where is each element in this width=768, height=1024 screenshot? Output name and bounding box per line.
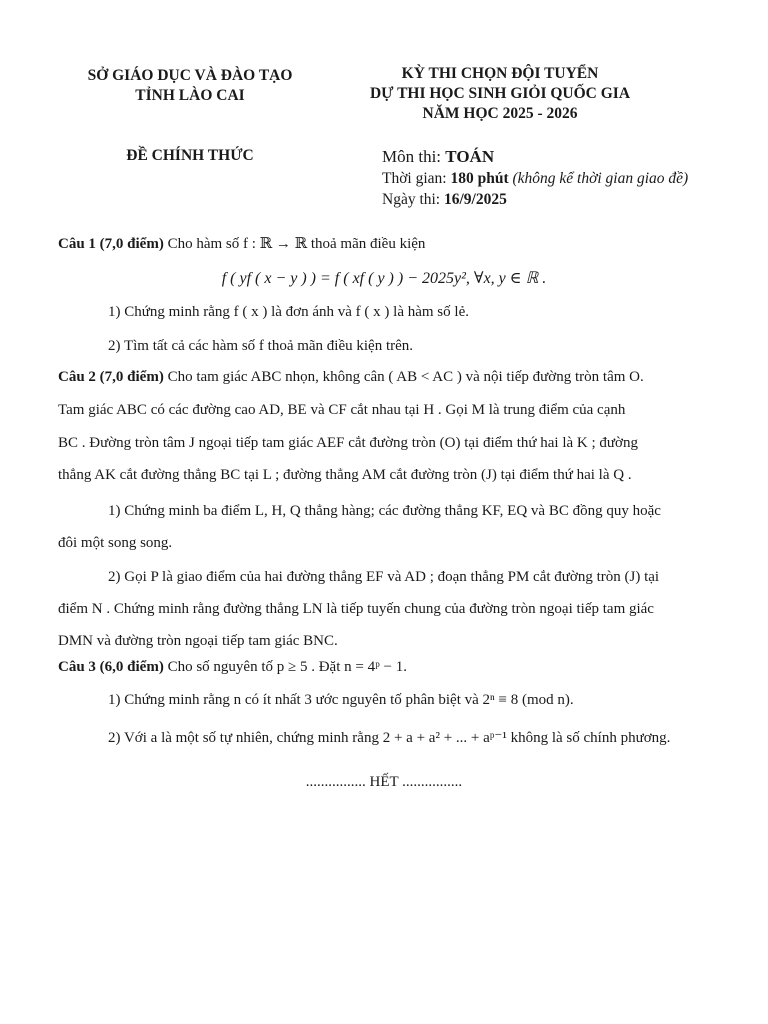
exam-meta	[382, 146, 688, 210]
q3-intro-text: Cho số nguyên tố p ≥ 5 . Đặt n = 4ᵖ − 1.	[163, 659, 407, 675]
subject-label: Môn thi:	[382, 147, 446, 166]
date-label: Ngày thi:	[382, 191, 444, 208]
time-label: Thời gian:	[382, 170, 451, 187]
q3-title: Câu 3 (6,0 điểm)	[58, 659, 164, 675]
time-row	[382, 168, 688, 189]
date-value: 16/9/2025	[444, 191, 507, 208]
q2-line-2: Tam giác ABC có các đường cao AD, BE và CF cắt nhau tại H . Gọi M là trung điểm của cạnh	[58, 402, 626, 418]
q2-line-1-text: Cho tam giác ABC nhọn, không cân ( AB < AC ) và nội tiếp đường tròn tâm O.	[163, 369, 644, 385]
subject-row	[382, 146, 688, 168]
q2-part-1a: 1) Chứng minh ba điểm L, H, Q thẳng hàng; các đường thẳng KF, EQ và BC đồng quy hoặc	[108, 503, 661, 519]
time-value: 180 phút	[450, 170, 509, 187]
q2-part-2c: DMN và đường tròn ngoại tiếp tam giác BNC.	[58, 633, 338, 649]
exam-line-1: KỲ THI CHỌN ĐỘI TUYỂN	[401, 65, 599, 82]
q2-part-2b: điểm N . Chứng minh rằng đường thẳng LN là tiếp tuyến chung của đường tròn ngoại tiếp tam giác	[58, 601, 654, 617]
official-label: ĐỀ CHÍNH THỨC	[126, 147, 254, 164]
org-line-2: TỈNH LÀO CAI	[135, 87, 245, 104]
q2-part-2a: 2) Gọi P là giao điểm của hai đường thẳng EF và AD ; đoạn thẳng PM cắt đường tròn (J) tại	[108, 569, 660, 585]
date-row	[382, 189, 688, 210]
q1-intro	[58, 234, 718, 253]
q2-title: Câu 2 (7,0 điểm)	[58, 369, 164, 385]
org-line-1: SỞ GIÁO DỤC VÀ ĐÀO TẠO	[87, 67, 293, 84]
exam-header	[340, 64, 660, 124]
end-marker: ................ HẾT ................	[305, 774, 463, 790]
q3-intro	[58, 659, 718, 676]
q1-intro-text: Cho hàm số f : ℝ → ℝ thoả mãn điều kiện	[163, 236, 426, 252]
q1-formula: f ( yf ( x − y ) ) = f ( xf ( y ) ) − 2025y², ∀x, y ∈ ℝ .	[221, 270, 547, 287]
subject-value: TOÁN	[445, 147, 495, 166]
q1-part-1: 1) Chứng minh rằng f ( x ) là đơn ánh và f ( x ) là hàm số lẻ.	[108, 304, 469, 320]
q2-part-1b: đôi một song song.	[58, 535, 173, 551]
exam-line-3: NĂM HỌC 2025 - 2026	[422, 105, 578, 122]
q1-title: Câu 1 (7,0 điểm)	[58, 236, 164, 252]
q2-line-1	[58, 369, 718, 386]
q1-part-2: 2) Tìm tất cả các hàm số f thoả mãn điều kiện trên.	[108, 338, 414, 354]
q3-part-1: 1) Chứng minh rằng n có ít nhất 3 ước nguyên tố phân biệt và 2ⁿ ≡ 8 (mod n).	[108, 692, 574, 708]
exam-line-2: DỰ THI HỌC SINH GIỎI QUỐC GIA	[369, 85, 631, 102]
q2-line-3: BC . Đường tròn tâm J ngoại tiếp tam giác AEF cắt đường tròn (O) tại điểm thứ hai là K ; đường	[58, 435, 638, 451]
q2-line-4: thẳng AK cắt đường thẳng BC tại L ; đường thẳng AM cắt đường tròn (J) tại điểm thứ hai là Q .	[58, 467, 632, 483]
org-header	[40, 66, 340, 106]
time-note: (không kể thời gian giao đề)	[508, 170, 689, 187]
q3-part-2: 2) Với a là một số tự nhiên, chứng minh rằng 2 + a + a² + ... + aᵖ⁻¹ không là số chính phương.	[108, 730, 671, 746]
